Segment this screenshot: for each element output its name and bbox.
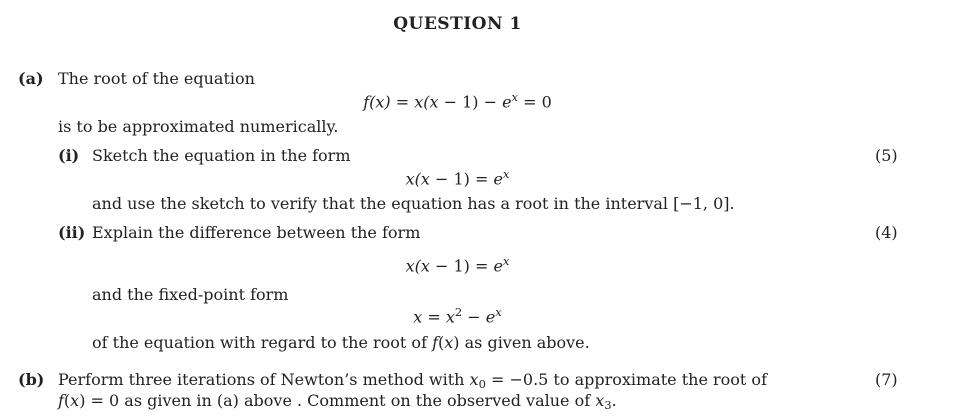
sub-i-after: and use the sketch to verify that the equation has a root in the interval [−1, 0]. xyxy=(92,194,735,213)
sub-i-equation: $x(x - 1) = e^x$ xyxy=(405,167,510,189)
sub-i-text: Sketch the equation in the form xyxy=(92,146,351,165)
sub-ii-equation: $x(x - 1) = e^x$ xyxy=(405,254,510,276)
sub-ii-text: Explain the difference between the form xyxy=(92,223,421,242)
sub-i-marks: (5) xyxy=(875,146,898,165)
question-title: QUESTION 1 xyxy=(393,14,522,34)
sub-ii-equation2: $x = x^2 - e^x$ xyxy=(413,305,502,327)
part-b-line2: f(x) = 0 as given in (a) above . Comment on the observed value of x3. xyxy=(58,391,617,412)
sub-ii-middle: and the fixed-point form xyxy=(92,285,289,304)
part-b-marks: (7) xyxy=(875,370,898,389)
part-b-line1: Perform three iterations of Newton’s method with x0 = −0.5 to approximate the root of xyxy=(58,370,767,391)
part-a-intro: The root of the equation xyxy=(58,69,255,88)
sub-ii-label: (ii) xyxy=(58,223,86,242)
sub-ii-after: of the equation with regard to the root of f(x) as given above. xyxy=(92,333,590,352)
part-a-equation: $f(x) = x(x - 1) - e^x = 0$ xyxy=(363,90,552,112)
part-b-label: (b) xyxy=(18,370,45,389)
sub-ii-marks: (4) xyxy=(875,223,898,242)
part-a-after: is to be approximated numerically. xyxy=(58,117,339,136)
sub-i-label: (i) xyxy=(58,146,80,165)
part-a-label: (a) xyxy=(18,69,44,88)
